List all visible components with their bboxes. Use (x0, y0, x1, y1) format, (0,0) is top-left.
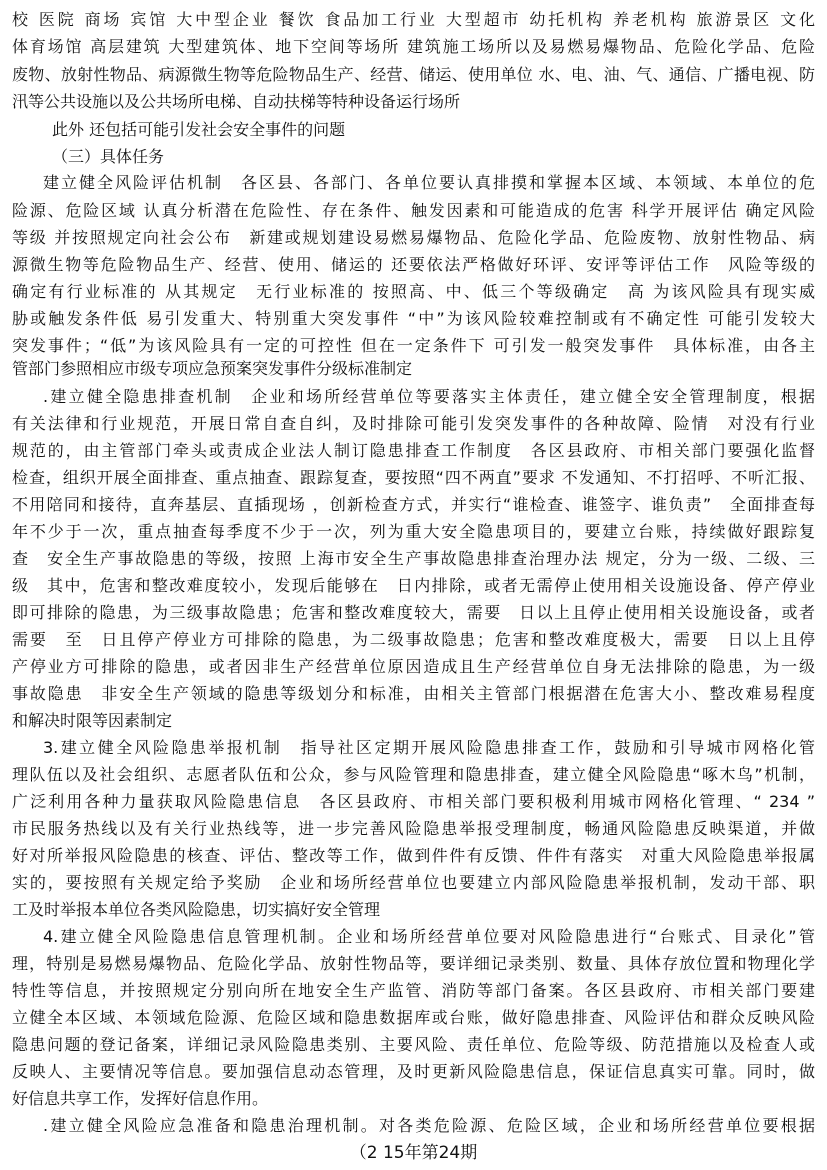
text-line: 年不少于一次，重点抽查每季度不少于一次，列为重大安全隐患项目的，要建立台账，持续做好跟踪复 (12, 522, 815, 541)
text-line: 理队伍以及社会组织、志愿者队伍和公众，参与风险管理和隐患排查，建立健全风险隐患“啄木鸟”机制， (12, 765, 815, 784)
text-line: 4.建立健全风险隐患信息管理机制。企业和场所经营单位要对风险隐患进行“台账式、目录化”管 (43, 927, 815, 946)
text-line: 广泛利用各种力量获取风险隐患信息 各区县政府、市相关部门要积极利用城市网格化管理、“ 234 ” (12, 792, 815, 811)
text-line: 险源、危险区域 认真分析潜在危险性、存在条件、触发因素和可能造成的危害 科学开展评估 确定风险 (12, 201, 815, 220)
text-line: 查 安全生产事故隐患的等级，按照 上海市安全生产事故隐患排查治理办法 规定，分为一级、二级、三 (12, 549, 815, 568)
text-line: 即可排除的隐患，为三级事故隐患；危害和整改难度较大，需要 日以上且停止使用相关设施设备，或者 (12, 603, 815, 622)
text-line: 隐患问题的登记备案，详细记录风险隐患类别、主要风险、责任单位、危险等级、防范措施以及检查人或 (12, 1035, 815, 1054)
text-line: 好对所举报风险隐患的核查、评估、整改等工作，做到件件有反馈、件件有落实 对重大风险隐患举报属 (12, 846, 815, 865)
text-line: 检查，组织开展全面排查、重点抽查、跟踪复查，要按照“四不两直”要求 不发通知、不打招呼、不听汇报、 (12, 468, 815, 487)
text-line: （三）具体任务 (52, 147, 165, 166)
text-line: 汛等公共设施以及公共场所电梯、自动扶梯等特种设备运行场所 (12, 92, 461, 111)
text-line: 特性等信息，并按照规定分别向所在地安全生产监管、消防等部门备案。各区县政府、市相关部门要建 (12, 981, 815, 1000)
text-line: 反映人、主要情况等信息。要加强信息动态管理，及时更新风险隐患信息，保证信息真实可靠。同时，做 (12, 1062, 815, 1081)
text-line: 建立健全风险评估机制 各区县、各部门、各单位要认真排摸和掌握本区域、本领域、本单位的危 (43, 173, 815, 192)
text-line: 确定有行业标准的 从其规定 无行业标准的 按照高、中、低三个等级确定 高 为该风险具有现实威 (12, 282, 815, 301)
text-line: 3.建立健全风险隐患举报机制 指导社区定期开展风险隐患排查工作，鼓励和引导城市网格化管 (43, 738, 815, 757)
text-line: 理，特别是易燃易爆物品、危险化学品、放射性物品等，要详细记录类别、数量、具体存放位置和物理化学 (12, 954, 815, 973)
text-line: 废物、放射性物品、病源微生物等危险物品生产、经营、储运、使用单位 水、电、油、气、通信、广播电视、防 (12, 65, 815, 84)
text-line: 产停业方可排除的隐患，或者因非生产经营单位原因造成且生产经营单位自身无法排除的隐患，为一级 (12, 657, 815, 676)
text-line: 需要 至 日且停产停业方可排除的隐患，为二级事故隐患；危害和整改难度极大，需要 日以上且停 (12, 630, 815, 649)
text-line: 等级 并按照规定向社会公布 新建或规划建设易燃易爆物品、危险化学品、危险废物、放射性物品、病 (12, 228, 815, 247)
text-line: 好信息共享工作，发挥好信息作用。 (12, 1089, 269, 1108)
text-line: 级 其中，危害和整改难度较小，发现后能够在 日内排除，或者无需停止使用相关设施设备、停产停业 (12, 576, 815, 595)
text-line: 立健全本区域、本领域危险源、危险区域和隐患数据库或台账，做好隐患排查、风险评估和群众反映风险 (12, 1008, 815, 1027)
text-line: 管部门参照相应市级专项应急预案突发事件分级标准制定 (12, 359, 413, 378)
issue-footer: （2 15年第24期 (349, 1143, 478, 1163)
text-line: 胁或触发条件低 易引发重大、特别重大突发事件 “中”为该风险较难控制或有不确定性 可能引发较大 (12, 309, 815, 328)
text-line: 工及时举报本单位各类风险隐患，切实搞好安全管理 (12, 900, 381, 919)
text-line: .建立健全风险应急准备和隐患治理机制。对各类危险源、危险区域，企业和场所经营单位要根据 (43, 1116, 815, 1135)
text-line: 源微生物等危险物品生产、经营、使用、储运的 还要依法严格做好环评、安评等评估工作 风险等级的 (12, 255, 815, 274)
text-line: 此外 还包括可能引发社会安全事件的问题 (52, 120, 346, 139)
text-line: 突发事件；“低”为该风险具有一定的可控性 但在一定条件下 可引发一般突发事件 具体标准，由各主 (12, 336, 815, 355)
text-line: 校 医院 商场 宾馆 大中型企业 餐饮 食品加工行业 大型超市 幼托机构 养老机构 旅游景区 文化 (12, 10, 815, 29)
text-line: 和解决时限等因素制定 (12, 711, 173, 730)
text-line: 事故隐患 非安全生产领域的隐患等级划分和标准，由相关主管部门根据潜在危害大小、整改难易程度 (12, 684, 815, 703)
text-line: 体育场馆 高层建筑 大型建筑体、地下空间等场所 建筑施工场所以及易燃易爆物品、危险化学品、危险 (12, 37, 815, 56)
text-line: 实的，要按照有关规定给予奖励 企业和场所经营单位也要建立内部风险隐患举报机制，发动干部、职 (12, 873, 815, 892)
text-line: 规范的，由主管部门牵头或责成企业法人制订隐患排查工作制度 各区县政府、市相关部门要强化监督 (12, 441, 815, 460)
text-line: 市民服务热线以及有关行业热线等，进一步完善风险隐患举报受理制度，畅通风险隐患反映渠道，并做 (12, 819, 815, 838)
text-line: 不用陪同和接待，直奔基层、直插现场 ，创新检查方式，并实行“谁检查、谁签字、谁负责” 全面排查每 (12, 495, 815, 514)
text-line: .建立健全隐患排查机制 企业和场所经营单位等要落实主体责任，建立健全安全管理制度，根据 (43, 387, 815, 406)
text-line: 有关法律和行业规范，开展日常自查自纠，及时排除可能引发突发事件的各种故障、险情 对没有行业 (12, 414, 815, 433)
